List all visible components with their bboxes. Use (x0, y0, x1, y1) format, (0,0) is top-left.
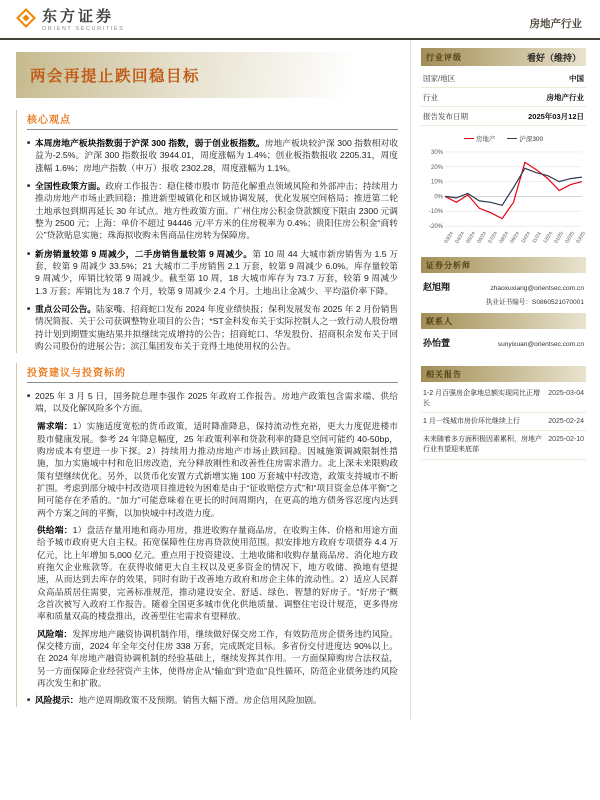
x-tick-label: 08/24 (498, 230, 510, 245)
line-chart (421, 145, 585, 233)
core-bullet-2-text (35, 180, 398, 242)
core-bullet-4-text (35, 303, 398, 352)
advice-risk-paragraph (37, 628, 398, 690)
svg-text:-10%: -10% (428, 209, 443, 216)
report-body (0, 40, 410, 719)
core-bullet-2 (27, 180, 398, 242)
x-tick-label: 10/24 (520, 230, 532, 245)
legend-swatch (464, 138, 474, 140)
risk-body: 地产逆周期政策不及预期。销售大幅下滑。房企信用风险加剧。 (78, 695, 322, 706)
paragraph-lead: 供给端： (37, 524, 73, 535)
report-title-text: 1 月一线城市房价环比继续上行 (423, 417, 520, 425)
section-investment-advice (16, 363, 398, 707)
legend-item-csi300 (507, 134, 543, 143)
x-tick-label: 03/24 (443, 230, 455, 245)
relative-performance-chart (421, 134, 586, 251)
industry-label: 房地产行业 (529, 18, 582, 30)
brand-name-en: ORIENT SECURITIES (42, 25, 125, 32)
x-tick-label: 06/24 (476, 230, 488, 245)
meta-value: 房地产行业 (546, 92, 584, 102)
paragraph-body: 发挥房地产融资协调机制作用，继续做好保交房工作，有效防范房企债务违约风险。保交楼方面，2024 年全年交付住房 338 万套，完成既定目标。多省份交付进度达 90%以上。在 2024 年房地产融资协调机制的经验基础上，继续发挥其作用。一方面保障购房合法权益，另一方面保障企业经营资产主体，使得房企从“输血”到“造血”良性循环，防范企业债务违约风险再次发生和扩散。 (37, 628, 399, 689)
advice-bullet-1 (27, 390, 398, 415)
section-core-views (16, 110, 398, 353)
meta-row-industry (421, 88, 586, 107)
analyst-card (421, 276, 586, 313)
bullet-body: 房地产板块较沪深 300 指数相对收益为-2.5%。沪深 300 指数报收 3944.01，周度涨幅为 1.4%；创业板指数报收 2205.31，周度涨幅 1.6%；房地产指数（申万）报收 2302.28，周度涨幅为 1.1%。 (35, 138, 399, 173)
svg-text:0%: 0% (434, 194, 443, 201)
risk-warning-bullet (27, 694, 398, 706)
bullet-lead: 本周房地产板块指数弱于沪深 300 指数，弱于创业板指数。 (35, 138, 265, 148)
contact-section-label: 联系人 (426, 316, 453, 326)
report-title-text: 1-2 月百强房企拿地总额实现同比正增长 (423, 389, 541, 407)
bullet-lead: 全国性政策方面。 (35, 181, 106, 192)
orient-securities-logo-icon (16, 8, 36, 33)
analyst-row (423, 280, 584, 293)
svg-text:-20%: -20% (428, 224, 443, 231)
x-tick-label: 07/24 (487, 230, 499, 245)
x-tick-label: 11/24 (531, 231, 543, 245)
x-tick-label: 09/24 (509, 230, 521, 245)
meta-row-report-date (421, 107, 586, 126)
related-report-item-1[interactable] (421, 385, 586, 413)
brand-text (42, 9, 124, 32)
risk-lead: 风险提示： (35, 695, 79, 706)
advice-supply-paragraph (37, 524, 398, 623)
chart-legend (421, 134, 586, 143)
bullet-body: 陆家嘴、招商蛇口发布 2024 年度业绩快报；保利发展发布 2025 年 2 月份销售情况简报、关于公司获调整物业项目的公告；*ST金科发布关于实际控制人之一致行动人股份增持计划到期暨实施结果并拟继续完成增持的公告；招商蛇口、华发股份、招商积余发布关于回购公司股份的进展公告；滨江集团发布关于竞得土地使用权的公告。 (35, 304, 399, 352)
analyst-cert-number: 执业证书编号：S0860521070001 (485, 299, 584, 306)
analyst-section-bar (421, 257, 586, 273)
core-bullet-1-text (35, 137, 398, 174)
contact-card (421, 332, 586, 356)
brand-name-cn: 东方证券 (42, 8, 115, 26)
bullet-lead: 新房销量较第 9 周减少，二手房销售量较第 9 周减少。 (35, 248, 253, 259)
bullet-marker: ■ (27, 250, 31, 257)
contact-section-bar (421, 313, 586, 329)
x-tick-label: 03/25 (575, 230, 587, 245)
bullet-marker: ■ (27, 392, 31, 399)
related-reports-bar (421, 366, 586, 382)
report-date: 2025-02-10 (548, 435, 584, 443)
contact-name: 孙怡萱 (423, 338, 451, 348)
brand (16, 8, 124, 33)
advice-demand-paragraph (37, 420, 398, 519)
core-bullet-4 (27, 303, 398, 352)
report-title: 两会再提止跌回稳目标 (30, 68, 201, 85)
bullet-lead: 重点公司公告。 (35, 304, 97, 315)
meta-value: 中国 (569, 73, 584, 83)
contact-email-link[interactable]: sunyixuan@orientsec.com.cn (497, 341, 584, 348)
report-sidebar (410, 40, 600, 719)
x-tick-label: 05/24 (465, 230, 477, 245)
bullet-body: 2025 年 3 月 5 日，国务院总理李强作 2025 年政府工作报告。房地产政策包含需求端、供给端，以及化解风险多个方面。 (35, 390, 398, 413)
contact-row (423, 336, 584, 349)
meta-label: 行业 (423, 92, 438, 102)
chart-x-axis-labels (421, 230, 587, 251)
core-bullet-1 (27, 137, 398, 174)
paragraph-body: 1）实施适度宽松的货币政策，适时降准降息，保持流动性充裕，更大力度促进楼市股市健康发展。参考 24 年降息幅度，25 年政策利率和贷款利率的降息空间可能约 40-50bp，购房成本有望进一步下探。2）持续用力推动房地产市场止跌回稳。因城施策调减限制性措施，加力实施城中村和危旧房改造，充分释放刚性和改善性住房需求潜力。北上深未来限购政策有望继续优化。另外，以货币化安置方式新增实施 100 万套城中村改造，政策支持城市不断扩围。考虑到部分城中村改造项目推进较为困难是由于“征收赔偿方式”和“项目资金总体平衡”之间可能存在矛盾的。“加力”可能意味着在更长的时间周期内，在更高的地方债务容忍度内达到两个方案之间的平衡，以加快城中村改造力度。 (37, 421, 398, 518)
meta-label: 国家/地区 (423, 73, 456, 83)
analyst-email-link[interactable]: zhaoxuxiang@orientsec.com.cn (490, 285, 584, 292)
bullet-marker: ■ (27, 306, 31, 313)
legend-label: 沪深300 (519, 136, 544, 143)
main-layout (0, 40, 600, 719)
x-tick-label: 01/25 (553, 230, 565, 245)
bullet-marker: ■ (27, 140, 31, 146)
advice-intro-text (35, 390, 398, 415)
rating-value: 看好（维持） (526, 52, 581, 63)
x-tick-label: 12/24 (542, 230, 554, 245)
meta-row-country (421, 69, 586, 88)
report-date: 2025-03-04 (548, 389, 584, 397)
meta-label: 报告发布日期 (423, 111, 468, 121)
bullet-marker: ■ (27, 183, 31, 190)
paragraph-lead: 需求端： (37, 421, 73, 432)
core-bullet-3-text (35, 248, 398, 297)
bullet-marker: ■ (27, 697, 31, 704)
svg-text:30%: 30% (430, 149, 443, 156)
core-bullet-3 (27, 248, 398, 297)
svg-text:10%: 10% (430, 179, 443, 186)
related-report-item-2[interactable] (421, 413, 586, 431)
meta-value: 2025年03月12日 (528, 111, 584, 121)
legend-swatch (507, 138, 517, 140)
related-report-item-3[interactable] (421, 431, 586, 459)
industry-rating-bar (421, 48, 586, 66)
x-tick-label: 04/24 (454, 230, 466, 245)
legend-label: 房地产 (475, 136, 496, 143)
analyst-name: 赵旭翔 (423, 282, 451, 292)
bullet-body: 政府工作报告：稳住楼市股市 防范化解重点领域风险和外部冲击；持续用力推动房地产市场止跌回稳；推进新型城镇化和区域协调发展，优化发展空间格局；推进第二轮土地承包到期再延长 30 年试点。地方性政策方面。广州住房公积金贷款额度下限由 2300 元调整为 2500 元；上海：单价不超过 94446 元/平方米的住房税率为 0.4%；贵阳住房公积金“商转公”贷款贴息实施；珠海拟收购未售商品住房转为保障房。 (35, 181, 399, 241)
legend-item-realestate (464, 134, 496, 143)
report-date: 2025-02-24 (548, 417, 584, 425)
rating-label: 行业评级 (426, 52, 462, 62)
report-title-box (16, 52, 398, 98)
core-views-heading: 核心观点 (27, 110, 398, 130)
risk-warning-text (35, 694, 398, 706)
report-title-text: 未来随着多方面积极因素累积，房地产行业有望迎来底部 (423, 435, 542, 454)
paragraph-body: 1）盘活存量用地和商办用房，推进收购存量商品房，在收购主体、价格和用途方面给予城市政府更大自主权。拓宽保障性住房再贷款使用范围。拟安排地方政府专项债券 4.4 万亿元，比上年增加 5,000 亿元。重点用于投资建设、土地收储和收购存量商品房、消化地方政府拖欠企业账款等。在获得收储更大自主权以及更多资金的情况下，地方收储、换地有望提速，从而达到去库存的效果，同时有助于改善地方政府和房企主体的流动性。2）适应人民群众高品质居住需要，完善标准规范，推动建设安全、舒适、绿色、智慧的好房子。“好房子”概念首次被写入政府工作报告。随着全国更多城市优化供地质量、调整住宅设计规范，更多得房率和质量双高的楼盘推出，改善型住宅需求有望释放。 (37, 524, 398, 622)
svg-text:20%: 20% (430, 164, 443, 171)
investment-advice-heading: 投资建议与投资标的 (27, 363, 398, 383)
bullet-body: 第 10 周 44 大城市新房销售为 1.5 万套，较第 9 周减少 33.5%；21 大城市二手房销售 2.1 万套，较第 9 周减少 6.0%。库存量较第 9 周减少，库销比较第 9 周减少。截至第 10 周，18 大城市库存为 73.7 万套，较第 9 周减少 1.3 万套；库销比为 18.7 个月，较第 9 周减少 2.4 个月。土地出让金减少、平均溢价率下降。 (35, 248, 398, 296)
related-reports-label: 相关报告 (426, 369, 462, 379)
analyst-section-label: 证券分析师 (426, 260, 471, 270)
x-tick-label: 02/25 (564, 230, 576, 245)
page-header (0, 0, 600, 40)
paragraph-lead: 风险端： (37, 628, 73, 639)
